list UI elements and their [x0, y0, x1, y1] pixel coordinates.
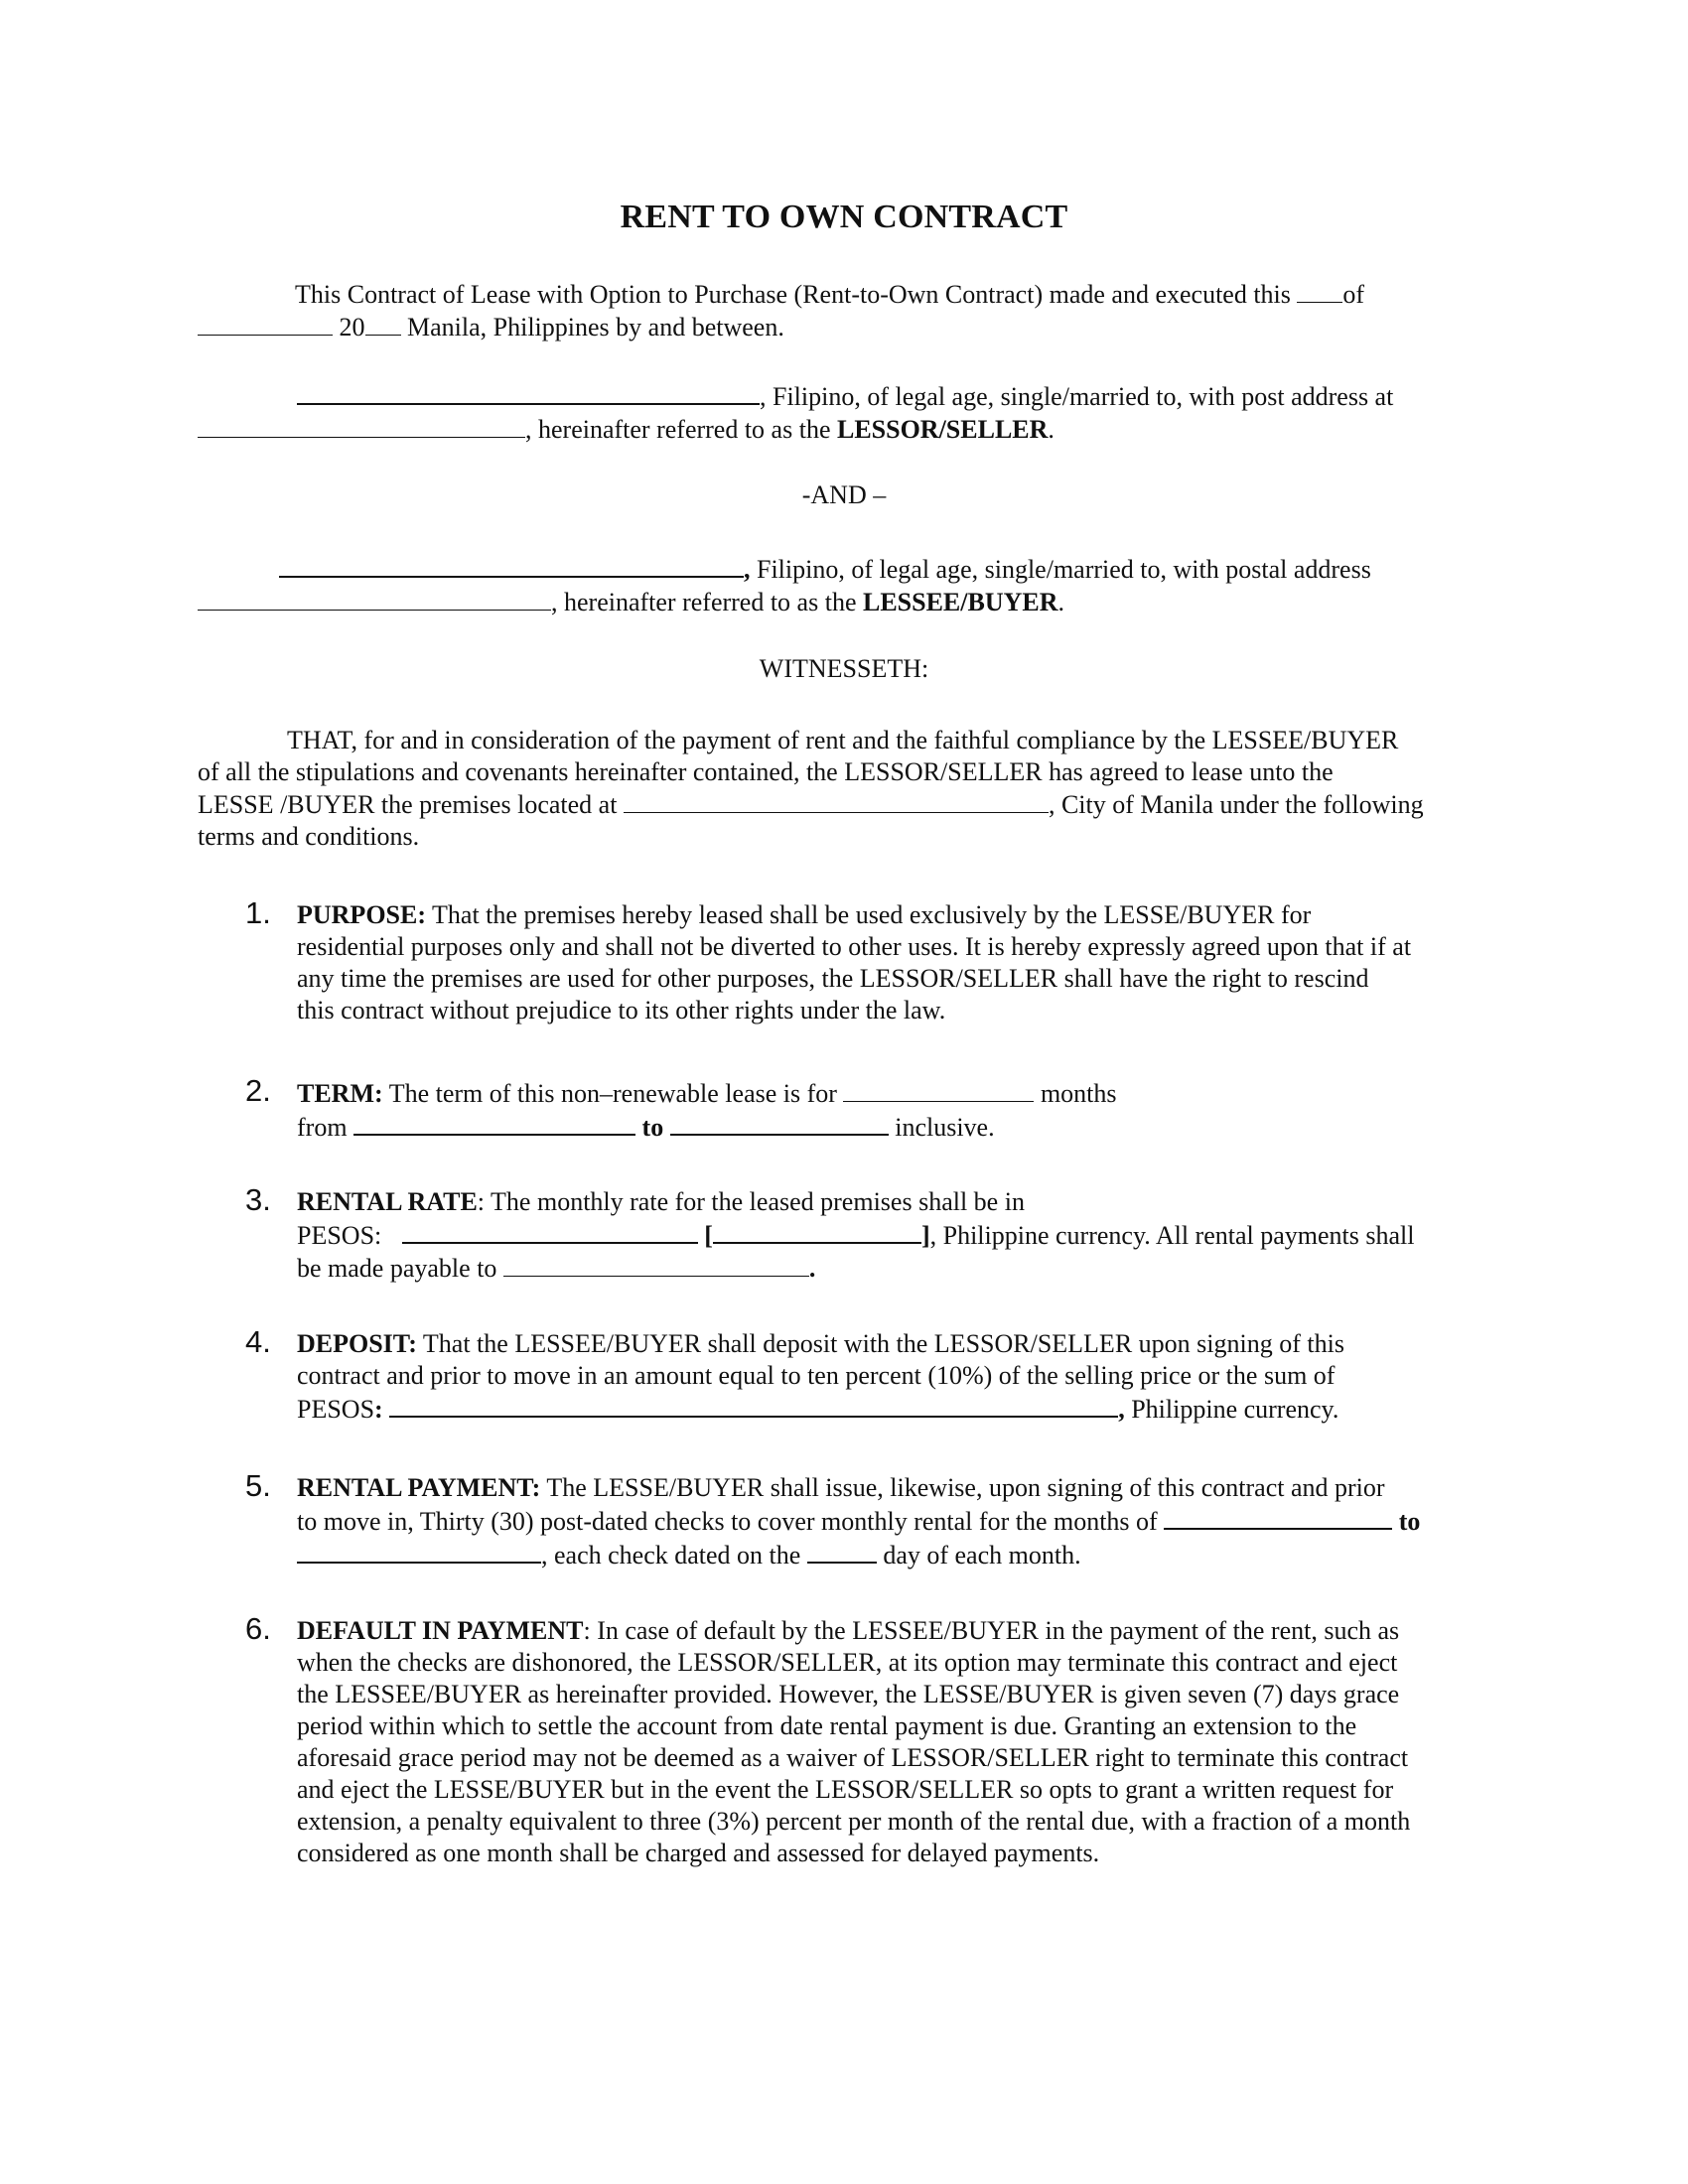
clause-line: this contract without prejudice to its other rights under the law. — [297, 996, 946, 1024]
rate-payable-to: be made payable to — [297, 1254, 503, 1283]
term-months-blank[interactable] — [843, 1077, 1034, 1102]
lessee-period: . — [1057, 588, 1065, 616]
rate-close-bracket: ] — [920, 1221, 930, 1250]
intro-of: of — [1342, 280, 1365, 309]
premises-location-blank[interactable] — [624, 788, 1049, 813]
lessee-line-1: Filipino, of legal age, single/married to, with postal address — [750, 555, 1371, 584]
that-line-3b: , City of Manila under the following — [1048, 790, 1424, 819]
lessee-name-blank[interactable] — [279, 552, 744, 578]
clause-line: That the premises hereby leased shall be used exclusively by the LESSE/BUYER for — [426, 900, 1312, 929]
payment-to: to — [1398, 1507, 1421, 1536]
clause-number: 3. — [245, 1182, 271, 1217]
clause-number: 1. — [245, 895, 271, 930]
clause-line: considered as one month shall be charged and assessed for delayed payments. — [297, 1839, 1100, 1867]
payment-day-blank[interactable] — [807, 1538, 877, 1564]
lessor-line-2: , hereinafter referred to as the — [525, 415, 837, 444]
clause-heading: DEPOSIT: — [297, 1329, 417, 1358]
clause-number: 2. — [245, 1073, 271, 1108]
term-line-1a: The term of this non–renewable lease is for — [382, 1079, 844, 1108]
clause-line: : In case of default by the LESSEE/BUYER in the payment of the rent, such as — [583, 1616, 1400, 1645]
rate-period: . — [808, 1254, 816, 1283]
term-to: to — [641, 1113, 664, 1142]
rate-open-bracket: [ — [704, 1221, 713, 1250]
clause-line: aforesaid grace period may not be deemed as a waiver of LESSOR/SELLER right to terminate this contract — [297, 1743, 1409, 1772]
lessee-address-blank[interactable] — [198, 586, 551, 611]
term-line-1b: months — [1034, 1079, 1117, 1108]
clause-line: when the checks are dishonored, the LESSOR/SELLER, at its option may terminate this contract and eject — [297, 1648, 1398, 1677]
deposit-comma: , — [1118, 1395, 1125, 1424]
clause-line: any time the premises are used for other purposes, the LESSOR/SELLER shall have the right to rescind — [297, 964, 1369, 993]
lessee-comma: , — [744, 555, 751, 584]
rate-pesos-label: PESOS: — [297, 1221, 388, 1250]
term-start-blank[interactable] — [353, 1110, 635, 1136]
clause-heading: TERM: — [297, 1079, 383, 1108]
deposit-line-1: That the LESSEE/BUYER shall deposit with the LESSOR/SELLER upon signing of this — [416, 1329, 1344, 1358]
that-line-1: THAT, for and in consideration of the payment of rent and the faithful compliance by the LESSEE/BUYER — [287, 726, 1399, 754]
payee-blank[interactable] — [503, 1252, 809, 1277]
that-paragraph — [198, 725, 1488, 853]
clause-line: period within which to settle the account from date rental payment is due. Granting an extension to the — [297, 1711, 1357, 1740]
clause-heading: DEFAULT IN PAYMENT — [297, 1616, 584, 1645]
payment-line-1: The LESSE/BUYER shall issue, likewise, upon signing of this contract and prior — [540, 1473, 1385, 1502]
document-title: RENT TO OWN CONTRACT — [620, 199, 1068, 235]
payment-start-month-blank[interactable] — [1164, 1504, 1392, 1530]
day-blank[interactable] — [1297, 278, 1342, 303]
rate-words-blank[interactable] — [402, 1218, 698, 1244]
deposit-line-2: contract and prior to move in an amount equal to ten percent (10%) of the selling price or the sum of — [297, 1361, 1336, 1390]
clause-line: and eject the LESSE/BUYER but in the event the LESSOR/SELLER so opts to grant a written request for — [297, 1775, 1394, 1804]
lessor-line-1: , Filipino, of legal age, single/married to, with post address at — [760, 382, 1394, 411]
intro-line-2: Manila, Philippines by and between. — [400, 313, 784, 341]
clause-number: 4. — [245, 1324, 271, 1359]
that-line-4: terms and conditions. — [198, 822, 420, 851]
that-line-3a: LESSE /BUYER the premises located at — [198, 790, 624, 819]
lessor-period: . — [1048, 415, 1055, 444]
lessor-role: LESSOR/SELLER — [836, 415, 1049, 444]
rate-line-2: , Philippine currency. All rental payments shall — [929, 1221, 1415, 1250]
deposit-colon: : — [374, 1395, 383, 1424]
clause-line: extension, a penalty equivalent to three (3%) percent per month of the rental due, with a fraction of a month — [297, 1807, 1411, 1836]
month-blank[interactable] — [198, 311, 333, 336]
clause-number: 5. — [245, 1468, 271, 1503]
intro-line-1: This Contract of Lease with Option to Purchase (Rent-to-Own Contract) made and executed this — [295, 280, 1298, 309]
and-separator: -AND – — [801, 480, 887, 509]
rate-line-1: : The monthly rate for the leased premises shall be in — [477, 1187, 1025, 1216]
clause-number: 6. — [245, 1611, 271, 1646]
lessor-name-blank[interactable] — [297, 379, 760, 405]
term-from: from — [297, 1113, 354, 1142]
payment-line-3a: , each check dated on the — [541, 1541, 807, 1570]
clause-line: residential purposes only and shall not be diverted to other uses. It is hereby expressly agreed upon that if at — [297, 932, 1412, 961]
payment-line-2: to move in, Thirty (30) post-dated checks to cover monthly rental for the months of — [297, 1507, 1165, 1536]
clause-heading: PURPOSE: — [297, 900, 426, 929]
year-blank[interactable] — [365, 311, 401, 336]
clause-heading: RENTAL RATE — [297, 1187, 478, 1216]
deposit-amount-blank[interactable] — [389, 1392, 1118, 1418]
intro-paragraph — [198, 278, 1488, 343]
deposit-line-3: Philippine currency. — [1124, 1395, 1339, 1424]
clause-line: the LESSEE/BUYER as hereinafter provided. However, the LESSE/BUYER is given seven (7) days grace — [297, 1680, 1400, 1708]
term-inclusive: inclusive. — [888, 1113, 995, 1142]
deposit-pesos: PESOS — [297, 1395, 375, 1424]
lessee-paragraph — [198, 552, 1488, 618]
payment-line-3b: day of each month. — [876, 1541, 1081, 1570]
clause-heading: RENTAL PAYMENT: — [297, 1473, 541, 1502]
that-line-2: of all the stipulations and covenants hereinafter contained, the LESSOR/SELLER has agreed to lease unto the — [198, 757, 1334, 786]
rate-figures-blank[interactable] — [713, 1218, 921, 1244]
lessor-address-blank[interactable] — [198, 413, 525, 438]
lessee-role: LESSEE/BUYER — [862, 588, 1058, 616]
witnesseth-heading: WITNESSETH: — [759, 654, 929, 683]
term-end-blank[interactable] — [670, 1110, 889, 1136]
payment-end-month-blank[interactable] — [297, 1538, 541, 1564]
lessee-line-2: , hereinafter referred to as the — [551, 588, 863, 616]
lessor-paragraph — [198, 379, 1488, 446]
intro-year-prefix: 20 — [333, 313, 365, 341]
